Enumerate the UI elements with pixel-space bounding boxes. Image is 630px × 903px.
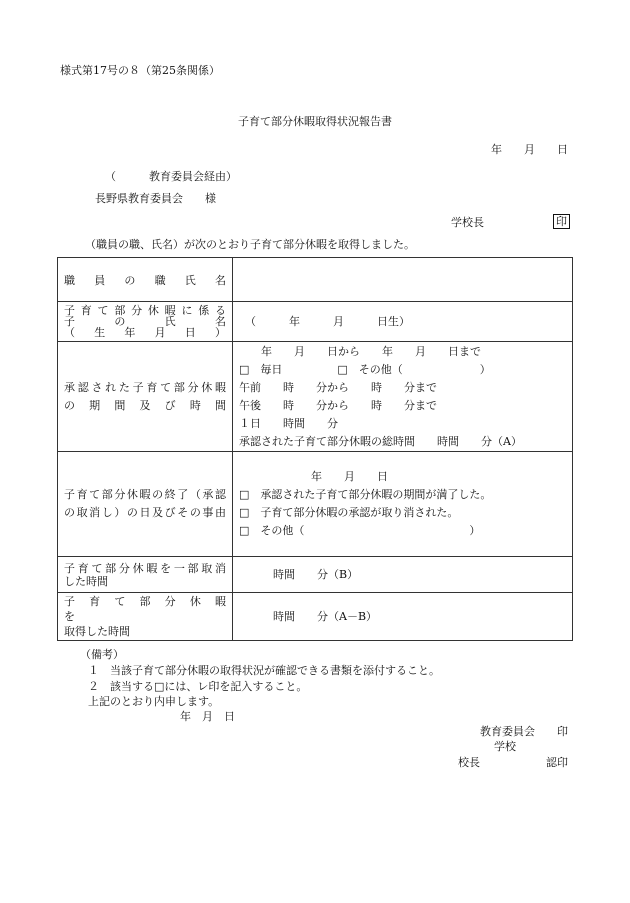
- partial-cancel-label-2: した時間: [64, 574, 108, 588]
- note-2: ２ 該当する□には、レ印を記入すること。: [88, 680, 308, 693]
- taken-value: 時間 分（A－B）: [273, 609, 378, 623]
- approved-pm: 午後 時 分から 時 分まで: [239, 398, 437, 412]
- approved-label-2: の 期 間 及 び 時 間: [64, 398, 226, 412]
- school-label: 学校: [494, 740, 516, 753]
- row-partial-cancel: [58, 557, 573, 593]
- partial-cancel-value: 時間 分（B）: [273, 567, 359, 581]
- staff-value-cell[interactable]: [233, 258, 573, 302]
- row-approved: [58, 342, 573, 452]
- taken-label-1: 子 育 て 部 分 休 暇 を: [64, 595, 237, 623]
- document-title: 子育て部分休暇取得状況報告書: [238, 115, 392, 128]
- form-number: 様式第17号の８（第25条関係）: [60, 64, 220, 77]
- seal-mark: 印: [553, 214, 570, 229]
- child-label-1: 子育て部分休暇に係る: [64, 304, 226, 317]
- taken-label-2: 取得した時間: [64, 625, 130, 638]
- via-line: （ 教育委員会経由）: [105, 170, 237, 183]
- end-label-1: 子育て部分休暇の終了（承認: [64, 488, 226, 501]
- end-option-other: □ その他（ ）: [239, 524, 481, 537]
- footer-text: 上記のとおり内申します。: [88, 695, 220, 708]
- principal-label: 学校長: [451, 216, 484, 229]
- principal-seal: 校長 認印: [458, 756, 568, 769]
- note-1: １ 当該子育て部分休暇の取得状況が確認できる書類を添付すること。: [88, 664, 440, 677]
- intro-text: （職員の職、氏名）が次のとおり子育て部分休暇を取得しました。: [85, 238, 415, 251]
- approved-frequency: □ 毎日 □ その他（ ）: [239, 362, 491, 376]
- child-label-2: 子 の 氏 名: [64, 315, 226, 328]
- approved-label-1: 承認された子育て部分休暇: [64, 380, 226, 394]
- end-date: 年 月 日: [311, 470, 388, 483]
- row-staff: [58, 258, 573, 302]
- child-label-3: （ 生 年 月 日 ）: [64, 326, 226, 339]
- partial-cancel-label-1: 子育て部分休暇を一部取消: [64, 561, 226, 575]
- board-seal: 教育委員会 印: [480, 725, 568, 738]
- end-option-revoked: □ 子育て部分休暇の承認が取り消された。: [239, 506, 459, 519]
- report-table: [57, 257, 573, 641]
- row-taken: [58, 593, 573, 641]
- date-line: 年 月 日: [491, 143, 568, 156]
- footer-date: 年 月 日: [180, 710, 235, 723]
- addressee: 長野県教育委員会 様: [95, 192, 216, 205]
- approved-per-day: １日 時間 分: [239, 416, 338, 430]
- end-option-expired: □ 承認された子育て部分休暇の期間が満了した。: [239, 488, 492, 501]
- row-end: [58, 452, 573, 557]
- approved-period: 年 月 日から 年 月 日まで: [261, 344, 481, 358]
- staff-label: 職 員 の 職 氏 名: [64, 273, 226, 287]
- approved-total: 承認された子育て部分休暇の総時間 時間 分（A）: [239, 434, 522, 448]
- child-birth-value: （ 年 月 日生）: [245, 314, 410, 328]
- end-label-2: の取消し）の日及びその事由: [64, 506, 226, 519]
- notes-heading: （備考）: [80, 648, 124, 661]
- row-child: [58, 302, 573, 342]
- approved-am: 午前 時 分から 時 分まで: [239, 380, 437, 394]
